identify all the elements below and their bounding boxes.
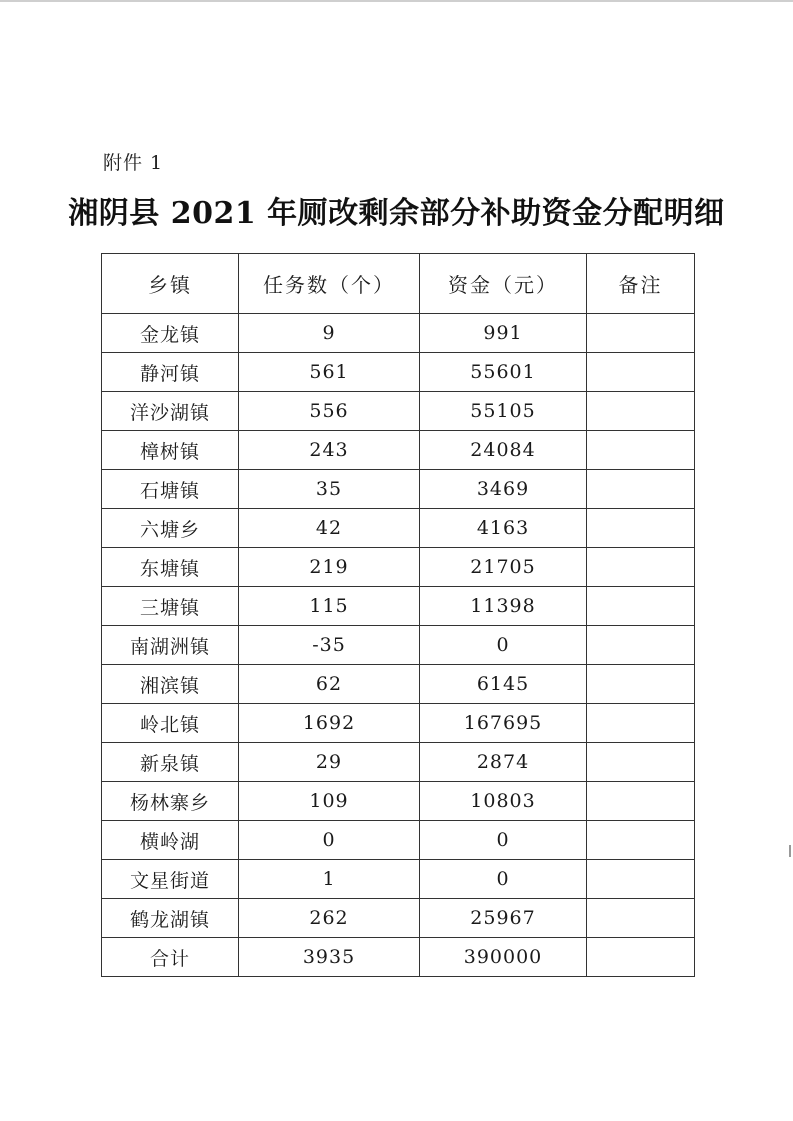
attachment-label: 附件 1: [103, 152, 164, 174]
table-row: [102, 626, 695, 665]
header-tasks: 任务数（个）: [239, 254, 420, 314]
cell-note: [587, 470, 695, 509]
header-funds: 资金（元）: [420, 254, 587, 314]
table-row: [102, 431, 695, 470]
table-row: [102, 470, 695, 509]
cell-funds: 55105: [420, 392, 587, 431]
cell-town: 横岭湖: [102, 821, 239, 860]
total-funds: 390000: [420, 938, 587, 977]
cell-tasks: 115: [239, 587, 420, 626]
cell-note: [587, 353, 695, 392]
cell-tasks: 109: [239, 782, 420, 821]
cell-note: [587, 704, 695, 743]
cell-town: 洋沙湖镇: [102, 392, 239, 431]
cell-funds: 991: [420, 314, 587, 353]
table-total-row: [102, 938, 695, 977]
cell-funds: 24084: [420, 431, 587, 470]
cell-funds: 10803: [420, 782, 587, 821]
cell-tasks: 1: [239, 860, 420, 899]
cell-tasks: 9: [239, 314, 420, 353]
header-note: 备注: [587, 254, 695, 314]
cell-town: 文星街道: [102, 860, 239, 899]
cell-note: [587, 860, 695, 899]
cell-tasks: 62: [239, 665, 420, 704]
table-header-row: [102, 254, 695, 314]
cell-note: [587, 665, 695, 704]
cell-funds: 0: [420, 860, 587, 899]
table-row: [102, 509, 695, 548]
total-tasks: 3935: [239, 938, 420, 977]
cell-tasks: -35: [239, 626, 420, 665]
scan-edge-line: [0, 0, 793, 2]
cell-tasks: 262: [239, 899, 420, 938]
cell-funds: 3469: [420, 470, 587, 509]
cell-note: [587, 314, 695, 353]
cell-note: [587, 587, 695, 626]
cell-town: 杨林寨乡: [102, 782, 239, 821]
total-label: 合计: [102, 938, 239, 977]
cell-note: [587, 509, 695, 548]
cell-town: 南湖洲镇: [102, 626, 239, 665]
cell-funds: 25967: [420, 899, 587, 938]
table-row: [102, 587, 695, 626]
table-row: [102, 860, 695, 899]
cell-tasks: 556: [239, 392, 420, 431]
table-row: [102, 899, 695, 938]
document-title: 湘阴县 2021 年厕改剩余部分补助资金分配明细: [68, 196, 725, 231]
cell-note: [587, 548, 695, 587]
cell-tasks: 1692: [239, 704, 420, 743]
cell-funds: 4163: [420, 509, 587, 548]
cell-funds: 11398: [420, 587, 587, 626]
cell-tasks: 219: [239, 548, 420, 587]
cell-note: [587, 821, 695, 860]
table-row: [102, 548, 695, 587]
header-town: 乡镇: [102, 254, 239, 314]
cell-funds: 55601: [420, 353, 587, 392]
cell-funds: 0: [420, 626, 587, 665]
cell-funds: 6145: [420, 665, 587, 704]
cell-town: 新泉镇: [102, 743, 239, 782]
cell-town: 六塘乡: [102, 509, 239, 548]
table-row: [102, 353, 695, 392]
table-row: [102, 743, 695, 782]
table-row: [102, 782, 695, 821]
allocation-table: [101, 253, 695, 977]
table-row: [102, 704, 695, 743]
cell-funds: 2874: [420, 743, 587, 782]
cell-note: [587, 782, 695, 821]
cell-tasks: 561: [239, 353, 420, 392]
table-row: [102, 821, 695, 860]
cell-note: [587, 431, 695, 470]
cell-town: 岭北镇: [102, 704, 239, 743]
cell-note: [587, 743, 695, 782]
cell-tasks: 243: [239, 431, 420, 470]
cell-town: 三塘镇: [102, 587, 239, 626]
cell-funds: 0: [420, 821, 587, 860]
cell-note: [587, 392, 695, 431]
cell-tasks: 42: [239, 509, 420, 548]
cell-note: [587, 899, 695, 938]
cell-town: 鹤龙湖镇: [102, 899, 239, 938]
cell-funds: 21705: [420, 548, 587, 587]
table-body: [102, 314, 695, 938]
cell-town: 静河镇: [102, 353, 239, 392]
cell-town: 东塘镇: [102, 548, 239, 587]
cell-town: 金龙镇: [102, 314, 239, 353]
table-row: [102, 392, 695, 431]
cell-tasks: 35: [239, 470, 420, 509]
table-row: [102, 314, 695, 353]
table-row: [102, 665, 695, 704]
scan-edge-mark: [789, 845, 791, 857]
total-note: [587, 938, 695, 977]
cell-town: 石塘镇: [102, 470, 239, 509]
cell-note: [587, 626, 695, 665]
cell-funds: 167695: [420, 704, 587, 743]
cell-town: 湘滨镇: [102, 665, 239, 704]
cell-tasks: 0: [239, 821, 420, 860]
cell-town: 樟树镇: [102, 431, 239, 470]
cell-tasks: 29: [239, 743, 420, 782]
